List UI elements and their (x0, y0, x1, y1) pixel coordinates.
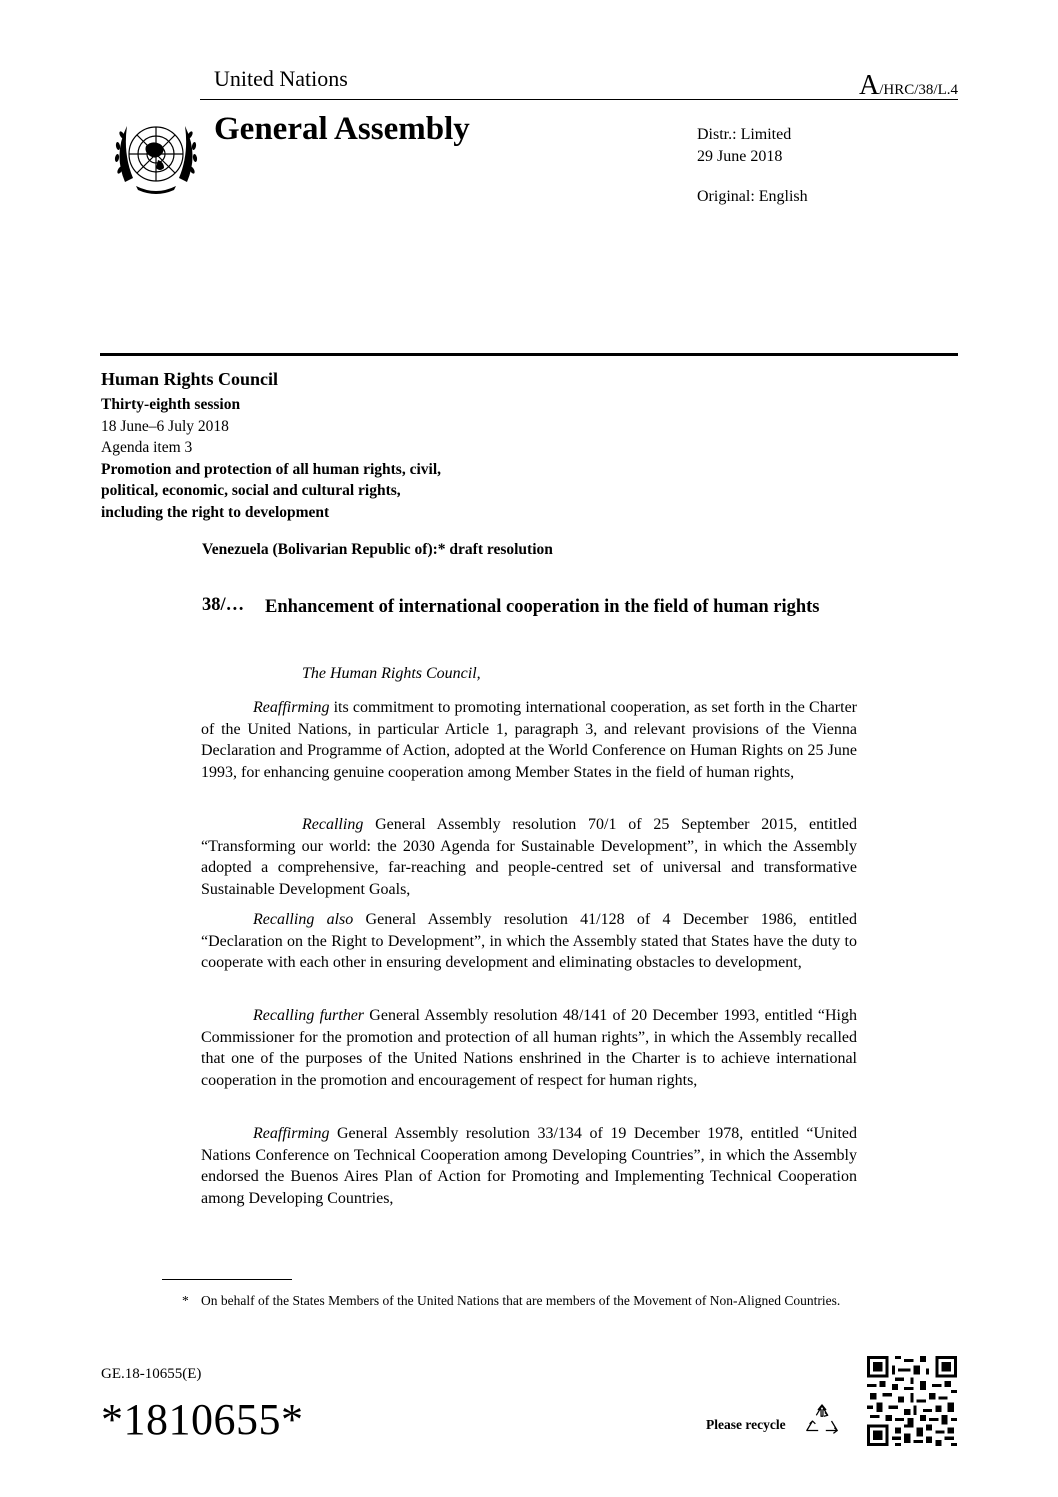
qr-code-icon (867, 1356, 957, 1446)
section-rule (100, 353, 958, 356)
ge-number: GE.18-10655(E) (101, 1366, 202, 1382)
paragraph-text: General Assembly resolution 33/134 of 19 December 1978, entitled “United Nations Conference on Technical Cooperation among Developing Countries”, in which the Assembly endorsed the Buenos Aires Plan of Action for Promoting and Implementing Technical Cooperation among Developing Countries, (201, 1125, 857, 1207)
preamble-paragraph (201, 1123, 857, 1209)
distribution: Distr.: Limited (697, 126, 792, 143)
footnote-rule (162, 1279, 292, 1280)
footnote (182, 1290, 842, 1311)
paragraph-lead: Recalling (302, 816, 364, 833)
preamble-paragraph (201, 1005, 857, 1091)
paragraph-text: General Assembly resolution 41/128 of 4 December 1986, entitled “Declaration on the Right to Development”, in which the Assembly stated that States have the duty to cooperate with each other in ensuring development and eliminating obstacles to development, (201, 911, 858, 971)
paragraph-text: its commitment to promoting international cooperation, as set forth in the Charter of the United Nations, in particular Article 1, paragraph 3, and relevant provisions of the Vienna Declaration and Programme of Action, adopted at the World Conference on Human Rights on 25 June 1993, for enhancing genuine cooperation among Member States in the field of human rights, (201, 699, 857, 781)
paragraph-lead: Recalling also (253, 911, 354, 928)
body-title: General Assembly (214, 111, 470, 147)
session: Thirty-eighth session (101, 396, 241, 413)
preamble-intro: The Human Rights Council, (302, 665, 481, 682)
document-symbol (859, 70, 958, 102)
recycle-label: Please recycle (706, 1417, 786, 1432)
agenda-title-line: Promotion and protection of all human rights, civil, (101, 460, 442, 478)
session-info (101, 394, 441, 523)
agenda-item: Agenda item 3 (101, 439, 193, 456)
sponsor-line: Venezuela (Bolivarian Republic of):* draft resolution (202, 541, 553, 558)
paragraph-lead: Recalling further (253, 1007, 365, 1024)
org-name: United Nations (214, 66, 348, 91)
council-name: Human Rights Council (101, 369, 279, 389)
footnote-text: On behalf of the States Members of the United Nations that are members of the Movement of Non-Aligned Countries. (201, 1293, 841, 1308)
recycle-icon (803, 1402, 841, 1440)
un-emblem-icon (106, 112, 206, 198)
preamble-paragraph (201, 814, 857, 900)
distribution-block (697, 124, 791, 168)
footnote-mark: * (182, 1293, 189, 1308)
agenda-title-line: political, economic, social and cultural rights, (101, 482, 401, 499)
header-rule (200, 99, 958, 100)
resolution-number: 38/… (202, 595, 245, 615)
symbol-prefix: A (859, 70, 880, 101)
resolution-title: Enhancement of international cooperation in the field of human rights (265, 597, 820, 617)
preamble-paragraph (201, 909, 857, 974)
preamble-paragraph (201, 697, 857, 783)
agenda-title-line: including the right to development (101, 503, 330, 521)
paragraph-text: General Assembly resolution 70/1 of 25 September 2015, entitled “Transforming our world: the 2030 Agenda for Sustainable Development”, in which the Assembly adopted a comprehensive, far-reaching and people-centred set of universal and transformative Sustainable Development Goals, (201, 816, 857, 898)
paragraph-lead: Reaffirming (253, 1125, 330, 1142)
barcode-text: *1810655* (101, 1395, 304, 1444)
paragraph-lead: Reaffirming (253, 699, 330, 716)
document-date: 29 June 2018 (697, 148, 783, 165)
session-dates: 18 June–6 July 2018 (101, 417, 229, 435)
symbol-rest: /HRC/38/L.4 (879, 82, 958, 98)
original-language: Original: English (697, 188, 808, 205)
paragraph-text: General Assembly resolution 48/141 of 20 December 1993, entitled “High Commissioner for the promotion and protection of all human rights”, in which the Assembly recalled that one of the purposes of the United Nations enshrined in the Charter is to achieve international cooperation in the promotion and encouragement of respect for human rights, (201, 1007, 857, 1089)
